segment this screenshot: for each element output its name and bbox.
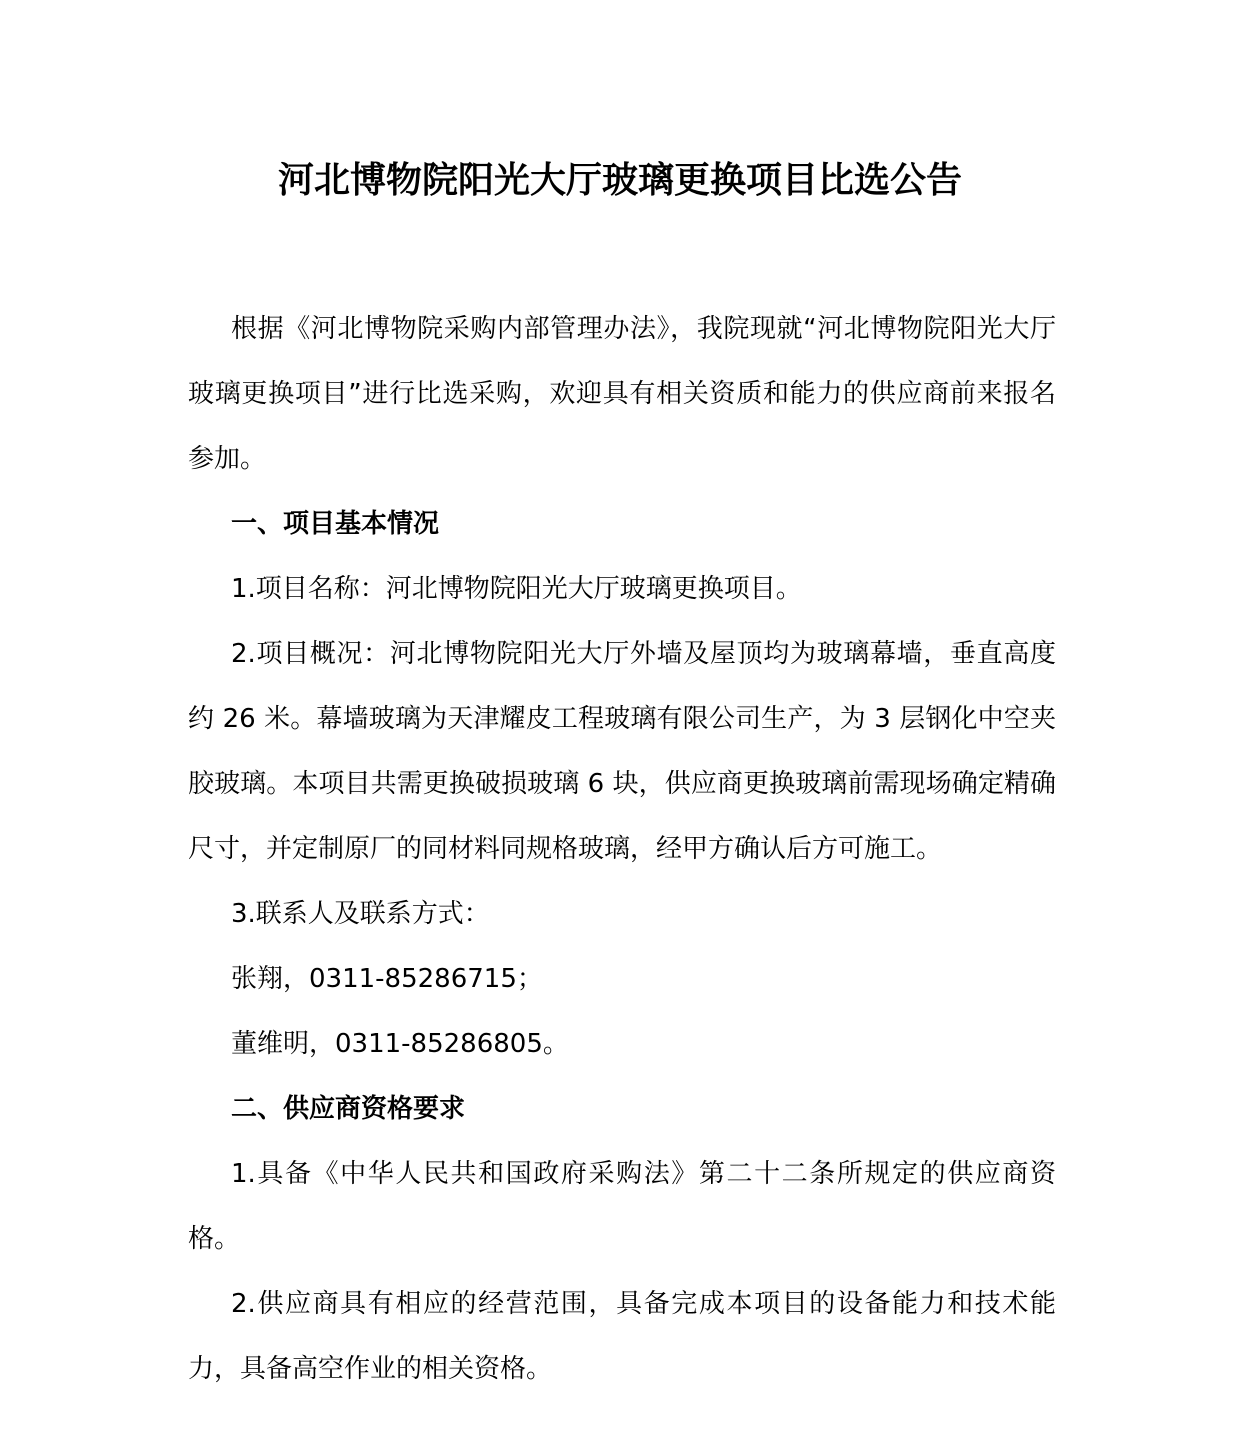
project-overview-paragraph: 2.项目概况：河北博物院阳光大厅外墙及屋顶均为玻璃幕墙，垂直高度约 26 米。幕墙玻璃为天津耀皮工程玻璃有限公司生产，为 3 层钢化中空夹胶玻璃。本项目共需更换破损玻璃 6 块，供应商更换玻璃前需现场确定精确尺寸，并定制原厂的同材料同规格玻璃，经甲方确认后方可施工。 [188, 639, 1056, 864]
contact-label-paragraph: 3.联系人及联系方式： [231, 899, 490, 929]
section-heading-project-info: 一、项目基本情况 [231, 509, 440, 539]
document-body [188, 297, 1056, 1402]
qualification-paragraph-1: 1.具备《中华人民共和国政府采购法》第二十二条所规定的供应商资格。 [188, 1159, 1056, 1254]
contact-line-2: 董维明，0311-85286805。 [231, 1029, 569, 1059]
contact-line-1: 张翔，0311-85286715； [231, 964, 543, 994]
section-heading-supplier-qualification: 二、供应商资格要求 [231, 1094, 466, 1124]
project-name-paragraph: 1.项目名称：河北博物院阳光大厅玻璃更换项目。 [231, 574, 802, 604]
qualification-paragraph-2: 2.供应商具有相应的经营范围，具备完成本项目的设备能力和技术能力，具备高空作业的相关资格。 [188, 1289, 1056, 1384]
intro-paragraph: 根据《河北博物院采购内部管理办法》，我院现就“河北博物院阳光大厅玻璃更换项目”进行比选采购，欢迎具有相关资质和能力的供应商前来报名参加。 [188, 314, 1056, 474]
document-title: 河北博物院阳光大厅玻璃更换项目比选公告 [277, 160, 962, 201]
